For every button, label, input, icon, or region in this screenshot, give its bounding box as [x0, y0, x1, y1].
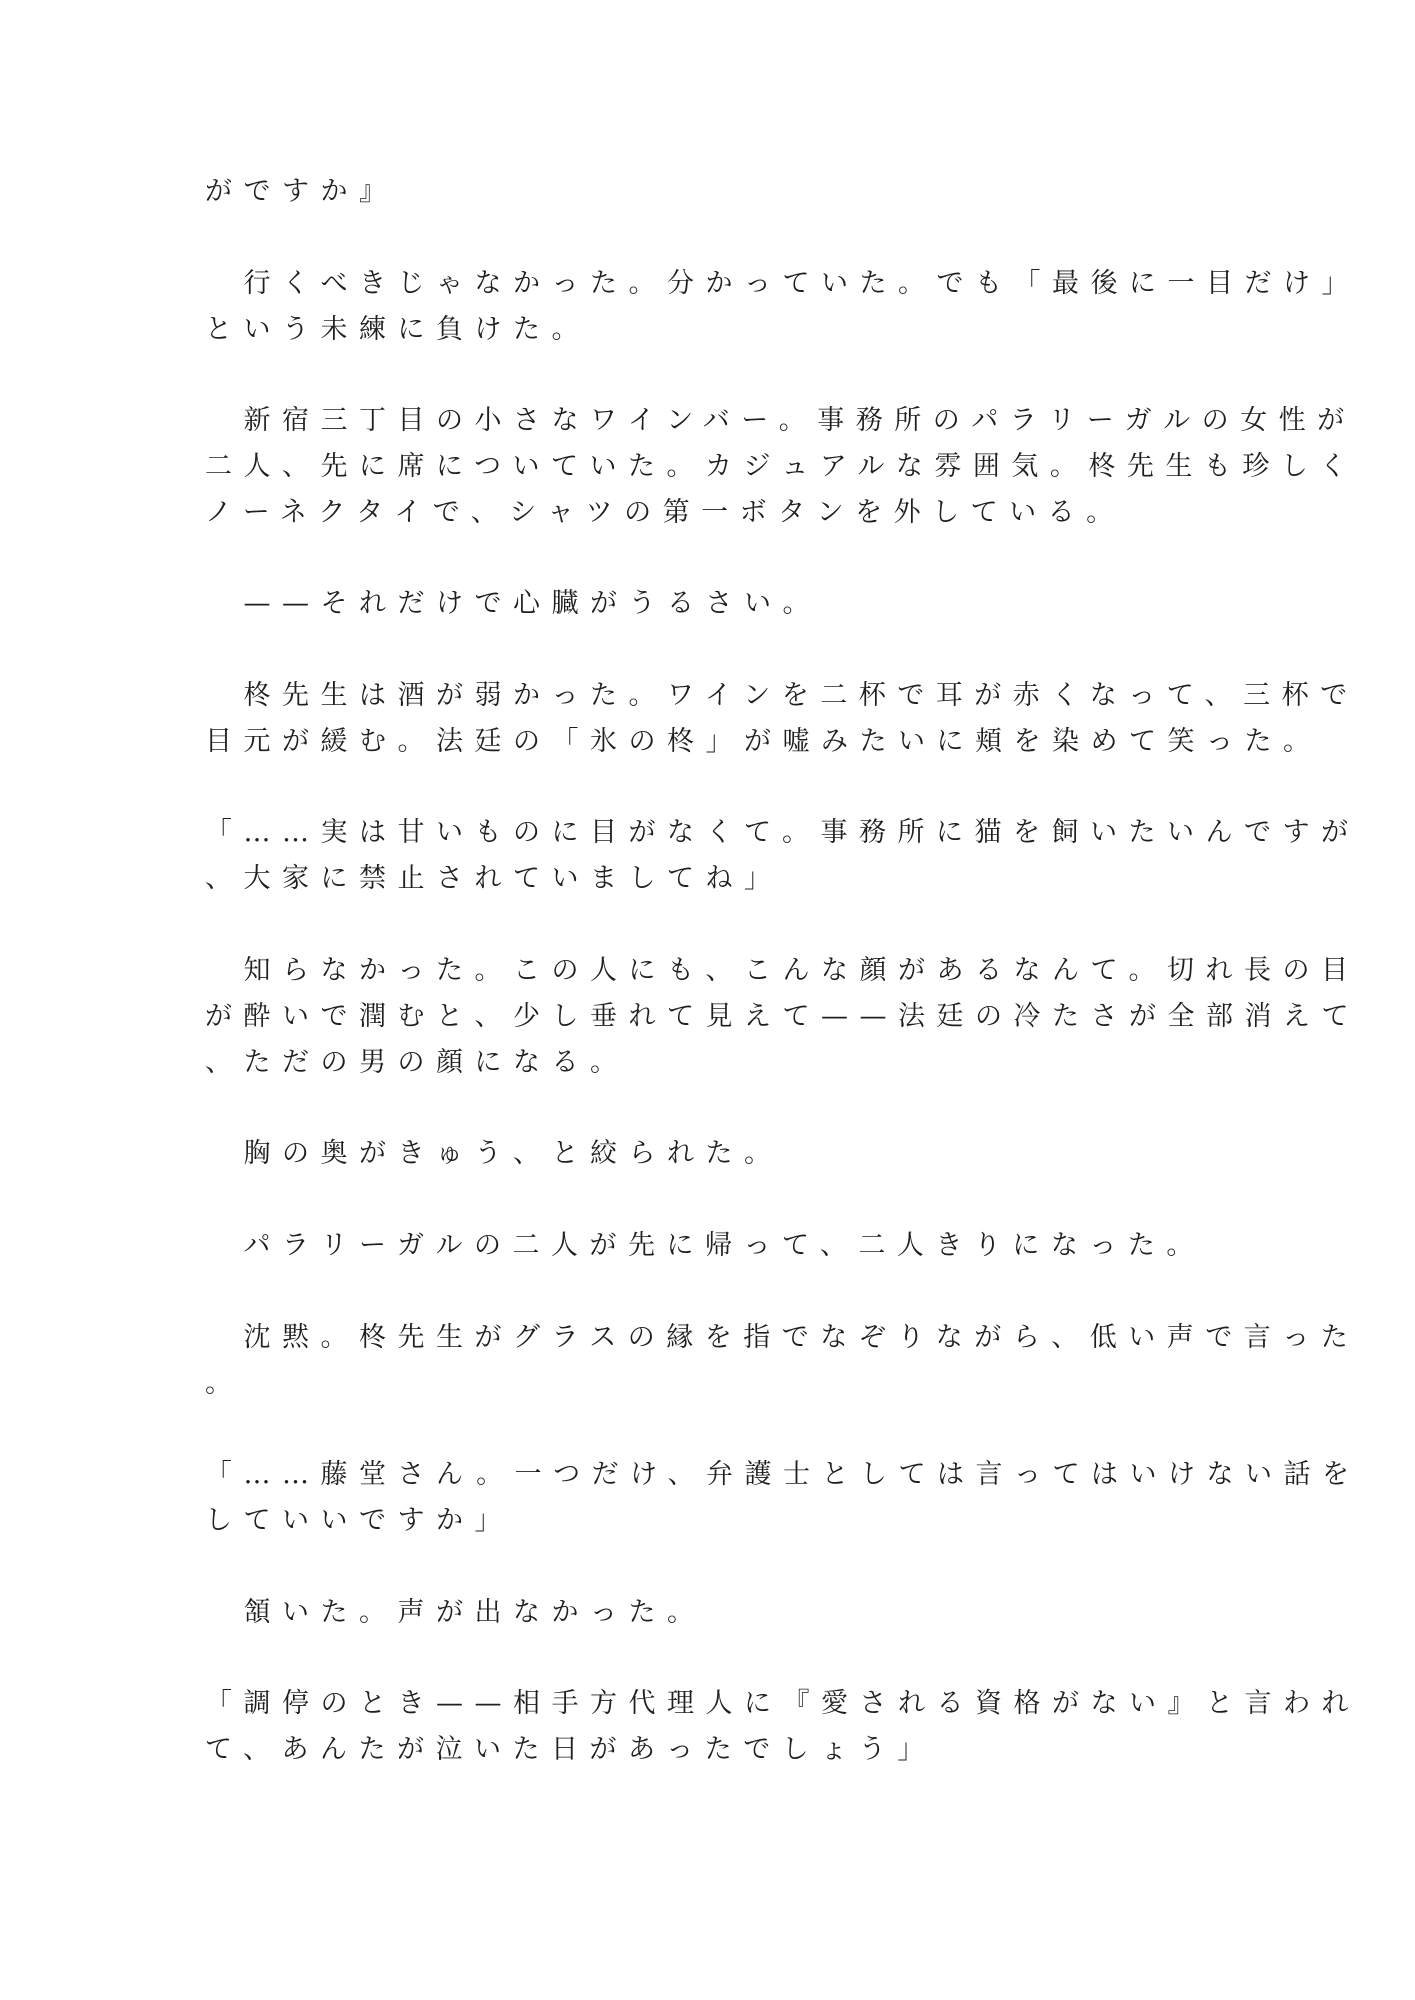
text-line: 知らなかった。この人にも、こんな顔があるなんて。切れ長の目 — [205, 955, 1360, 986]
text-line: 柊先生は酒が弱かった。ワインを二杯で耳が赤くなって、三杯で — [205, 680, 1359, 711]
text-line: 沈黙。柊先生がグラスの縁を指でなぞりながら、低い声で言った — [205, 1322, 1360, 1353]
text-line: 、大家に禁止されていましてね」 — [205, 863, 783, 894]
text-line: 「……実は甘いものに目がなくて。事務所に猫を飼いたいんですが — [205, 817, 1360, 848]
text-line: ノーネクタイで、シャツの第一ボタンを外している。 — [205, 497, 1125, 528]
text-line: 「調停のとき——相手方代理人に『愛される資格がない』と言われ — [205, 1688, 1360, 1719]
text-line: 新宿三丁目の小さなワインバー。事務所のパラリーガルの女性が — [205, 405, 1356, 436]
text-line: が酔いで潤むと、少し垂れて見えて——法廷の冷たさが全部消えて — [205, 1001, 1360, 1032]
text-line: がですか』 — [205, 176, 398, 207]
text-line: 二人、先に席についていた。カジュアルな雰囲気。柊先生も珍しく — [205, 451, 1358, 482]
text-line: て、あんたが泣いた日があったでしょう」 — [205, 1734, 936, 1765]
text-line: 目元が緩む。法廷の「氷の柊」が嘘みたいに頬を染めて笑った。 — [205, 726, 1322, 757]
text-line: 頷いた。声が出なかった。 — [205, 1597, 706, 1628]
text-line: ——それだけで心臓がうるさい。 — [205, 588, 821, 619]
text-line: 。 — [205, 1368, 244, 1399]
text-line: という未練に負けた。 — [205, 314, 590, 345]
text-line: 胸の奥がきゅう、と絞られた。 — [205, 1138, 783, 1169]
text-line: 、ただの男の顔になる。 — [205, 1047, 629, 1078]
text-line: していいですか」 — [205, 1505, 513, 1536]
text-line: 行くべきじゃなかった。分かっていた。でも「最後に一目だけ」 — [205, 268, 1360, 299]
text-line: 「……藤堂さん。一つだけ、弁護士としては言ってはいけない話を — [205, 1459, 1361, 1490]
text-line: パラリーガルの二人が先に帰って、二人きりになった。 — [205, 1230, 1205, 1261]
